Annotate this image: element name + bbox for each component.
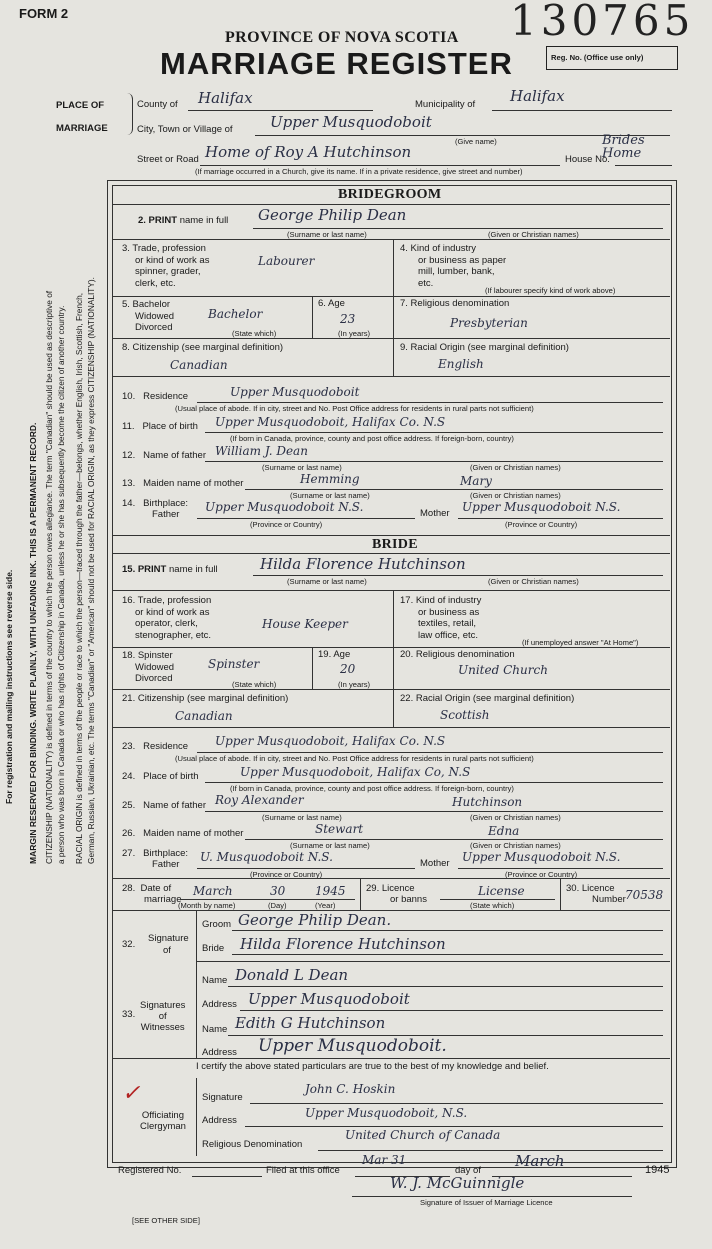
f4-label-4: etc. (418, 277, 434, 289)
groom-surname-caption: (Surname or last name) (287, 230, 367, 239)
filed-day: Mar 31 (362, 1153, 407, 1167)
birthplace-caption: (If born in Canada, province, county and post office address. If foreign-born, country) (230, 434, 514, 443)
street-value: Home of Roy A Hutchinson (205, 143, 412, 161)
groom-birthplace: Upper Musquodoboit, Halifax Co. N.S (215, 415, 446, 429)
residence-caption: (Usual place of abode. If in city, street and No. Post Office address for residents in rural parts not sufficient) (175, 404, 534, 413)
marriage-year: 1945 (315, 884, 346, 898)
bride-residence: Upper Musquodoboit, Halifax Co. N.S (215, 734, 446, 748)
clergy-denomination: United Church of Canada (345, 1128, 501, 1142)
bride-father-given: Roy Alexander (215, 793, 304, 807)
bride-father-surname-caption: (Surname or last name) (262, 813, 342, 822)
bride-mother-given-caption: (Given or Christian names) (470, 841, 561, 850)
day-caption: (Day) (268, 901, 287, 910)
clergy-signature: John C. Hoskin (305, 1082, 396, 1096)
f27-father-label: Father (152, 859, 180, 870)
f22-label: 22. Racial Origin (see marginal definition) (400, 693, 575, 704)
bride-citizenship: Canadian (175, 709, 233, 723)
certify-statement: I certify the above stated particulars are true to the best of my knowledge and belief. (196, 1061, 549, 1072)
f28-num: 28. (122, 883, 136, 894)
father-given-caption: (Given or Christian names) (470, 463, 561, 472)
month-caption: (Month by name) (178, 901, 236, 910)
province-heading: PROVINCE OF NOVA SCOTIA (225, 29, 459, 46)
f3-label-2: or kind of work as (135, 254, 210, 266)
registered-no-label: Registered No. (118, 1165, 182, 1176)
bride-mother-prov-caption: (Province or Country) (505, 870, 578, 879)
f17-caption: (If unemployed answer "At Home") (522, 638, 639, 647)
f28-label-2: marriage (144, 894, 182, 905)
f5-label-3: Divorced (135, 322, 173, 333)
witness2-name: Edith G Hutchinson (235, 1014, 386, 1032)
margin-instructions (0, 0, 120, 1249)
groom-name: George Philip Dean (258, 206, 407, 224)
bride-religion: United Church (458, 663, 548, 677)
groom-citizenship: Canadian (170, 358, 228, 372)
clergy-denomination-label: Religious Denomination (202, 1139, 303, 1150)
f12-num: 12. (122, 450, 136, 461)
bride-surname-caption: (Surname or last name) (287, 577, 367, 586)
see-other-side: [SEE OTHER SIDE] (132, 1216, 200, 1225)
witness1-name: Donald L Dean (235, 966, 349, 984)
f27-num: 27. (122, 848, 136, 859)
municipality-value: Halifax (510, 87, 565, 105)
f21-label: 21. Citizenship (see marginal definition) (122, 693, 289, 704)
f23-label: Residence (143, 741, 189, 752)
bride-mother-birthplace: Upper Musquodoboit N.S. (462, 850, 621, 864)
house-value: Brides Home (602, 133, 645, 161)
bride-residence-caption: (Usual place of abode. If in city, street and No. Post Office address for residents in rural parts not sufficient) (175, 754, 534, 763)
f9-label: 9. Racial Origin (see marginal definition) (400, 342, 569, 353)
form-number: FORM 2 (19, 6, 69, 21)
f11-label: Place of birth (142, 421, 198, 432)
f29-label-1: 29. Licence (366, 883, 415, 894)
f17-label-4: law office, etc. (418, 629, 479, 641)
reg-box-label: Reg. No. (Office use only) (551, 53, 644, 62)
f28-label-1: Date of (140, 883, 172, 894)
f17-label-2: or business as (418, 606, 480, 618)
issuer-caption: Signature of Issuer of Marriage Licence (420, 1198, 553, 1207)
father-surname-caption: (Surname or last name) (262, 463, 342, 472)
f13-label: Maiden name of mother (143, 478, 244, 489)
bride-birthplace: Upper Musquodoboit, Halifax Co, N.S (240, 765, 471, 779)
f27-mother-label: Mother (420, 858, 450, 869)
groom-heading: BRIDEGROOM (338, 187, 442, 202)
margin-line-4: a person who was born in Canada or who has rights of Citizenship in Canada, unless he or she has subsequently become the citizen of another country. (56, 305, 66, 864)
county-label: County of (137, 99, 178, 110)
f24-label: Place of birth (143, 771, 199, 782)
groom-sig-label: Groom (202, 919, 232, 930)
groom-age: 23 (340, 312, 356, 326)
bride-age: 20 (340, 662, 356, 676)
clergy-signature-label: Signature (202, 1092, 243, 1103)
year-caption: (Year) (315, 901, 336, 910)
bride-heading: BRIDE (372, 537, 418, 552)
county-value: Halifax (198, 89, 253, 107)
bride-years-caption: (In years) (338, 680, 371, 689)
groom-origin: English (438, 357, 484, 371)
filed-year: 1945 (645, 1164, 670, 1176)
f19-label: 19. Age (318, 649, 351, 660)
f16-label-2: or kind of work as (135, 606, 210, 618)
bride-sig-label: Bride (202, 943, 225, 954)
margin-line-2: MARGIN RESERVED FOR BINDING. WRITE PLAINLY, WITH UNFADING INK. THIS IS A PERMANENT RECORD. (28, 422, 38, 864)
f4-label-2: or business as paper (418, 254, 507, 266)
f2-name-in-full: name in full (179, 215, 229, 226)
f27-label: Birthplace: (143, 848, 189, 859)
f17-label-1: 17. Kind of industry (400, 595, 482, 606)
w1-name-label: Name (202, 975, 228, 986)
f10-num: 10. (122, 391, 136, 402)
f15-print: 15. PRINT (122, 564, 167, 575)
mother-given-caption: (Given or Christian names) (470, 491, 561, 500)
bride-father-birthplace: U. Musquodoboit N.S. (200, 850, 333, 864)
groom-given-caption: (Given or Christian names) (488, 230, 579, 239)
f4-label-3: mill, lumber, bank, (418, 266, 495, 277)
licence-or-banns: License (478, 884, 525, 898)
margin-line-5: RACIAL ORIGIN is defined in terms of the people or race to which the person—traced through the father—belongs, whether English, Irish, Scottish, French, (74, 292, 84, 864)
mother-surname-caption: (Surname or last name) (290, 491, 370, 500)
bride-mother-surname-caption: (Surname or last name) (290, 841, 370, 850)
groom-state-caption: (State which) (232, 329, 277, 338)
witnesses-label-2: of (158, 1011, 167, 1022)
give-name-caption: (Give name) (455, 137, 497, 146)
f23-num: 23. (122, 741, 136, 752)
f13-num: 13. (122, 478, 136, 489)
bride-signature: Hilda Florence Hutchinson (240, 935, 446, 953)
f30-label-1: 30. Licence (566, 883, 615, 894)
groom-religion: Presbyterian (450, 316, 528, 330)
f15-name-in-full: name in full (169, 564, 218, 575)
f5-label-2: Widowed (135, 310, 175, 322)
f10-label: Residence (143, 391, 189, 402)
bride-father-prov-caption: (Province or Country) (250, 870, 323, 879)
marriage-month: March (193, 884, 233, 898)
red-check-mark: ✓ (122, 1080, 141, 1105)
father-prov-caption: (Province or Country) (250, 520, 323, 529)
place-note: (If marriage occurred in a Church, give its name. If in a private residence, give street and number) (195, 167, 523, 176)
bride-given-caption: (Given or Christian names) (488, 577, 579, 586)
mother-prov-caption: (Province or Country) (505, 520, 578, 529)
house-label: House No. (565, 154, 610, 165)
f7-label: 7. Religious denomination (400, 298, 510, 309)
f3-label-3: spinner, grader, (135, 266, 201, 277)
clergyman-label: Clergyman (140, 1121, 186, 1132)
f26-label: Maiden name of mother (143, 828, 244, 839)
groom-mother-surname: Hemming (300, 472, 360, 486)
filed-month: March (515, 1152, 565, 1170)
f29-label-2: or banns (390, 894, 427, 905)
witnesses-label-1: Signatures (140, 1000, 186, 1011)
margin-line-6: German, Russian, Ukrainian, etc. The terms "Canadian" or "American" should not be used for RACIAL ORIGIN, as they express CITIZENSHIP (NATIONALITY). (86, 277, 96, 864)
licence-state-caption: (State which) (470, 901, 515, 910)
groom-residence: Upper Musquodoboit (230, 385, 360, 399)
f6-label: 6. Age (318, 298, 345, 309)
f3-label-1: 3. Trade, profession (122, 243, 206, 254)
f16-label-1: 16. Trade, profession (122, 595, 212, 606)
place-brace (124, 93, 133, 135)
f8-label: 8. Citizenship (see marginal definition) (122, 342, 284, 353)
f24-num: 24. (122, 771, 136, 782)
bride-name: Hilda Florence Hutchinson (260, 555, 466, 573)
witness1-address: Upper Musquodoboit (248, 990, 410, 1008)
reg-box (546, 46, 678, 70)
f33-num: 33. (122, 1009, 136, 1020)
officiating-label: Officiating (141, 1110, 184, 1121)
bride-father-surname: Hutchinson (452, 795, 523, 809)
bride-mother-given: Edna (488, 824, 520, 838)
f32-num: 32. (122, 939, 136, 950)
clergy-address-label: Address (202, 1115, 237, 1126)
f14-mother-label: Mother (420, 508, 450, 519)
f16-label-4: stenographer, etc. (135, 629, 212, 641)
city-value: Upper Musquodoboit (270, 113, 432, 131)
groom-status: Bachelor (208, 307, 263, 321)
groom-father-birthplace: Upper Musquodoboit N.S. (205, 500, 364, 514)
f2-print: 2. PRINT (138, 215, 178, 226)
registration-number: 130765 (510, 0, 695, 45)
f16-label-3: operator, clerk, (135, 618, 198, 629)
f3-label-4: clerk, etc. (135, 277, 176, 289)
f4-caption: (If labourer specify kind of work above) (485, 286, 616, 295)
f30-label-2: Number (592, 894, 626, 905)
groom-mother-given: Mary (460, 474, 492, 488)
signature-of-label: of (163, 945, 171, 956)
f18-label-1: 18. Spinster (122, 650, 173, 661)
groom-signature: George Philip Dean. (238, 911, 392, 929)
day-of-label: day of (455, 1165, 481, 1176)
licence-number: 70538 (625, 888, 664, 902)
groom-trade: Labourer (258, 254, 315, 268)
bride-trade: House Keeper (262, 617, 348, 631)
f4-label-1: 4. Kind of industry (400, 243, 477, 254)
f14-father-label: Father (152, 509, 180, 520)
f14-num: 14. (122, 498, 136, 509)
municipality-label: Municipality of (415, 99, 476, 110)
f18-label-2: Widowed (135, 661, 175, 673)
f11-num: 11. (122, 421, 135, 432)
bride-origin: Scottish (440, 708, 490, 722)
f14-label: Birthplace: (143, 498, 189, 509)
street-label: Street or Road (137, 154, 199, 165)
f25-num: 25. (122, 800, 136, 811)
bride-mother-surname: Stewart (315, 822, 364, 836)
margin-line-1: For registration and mailing instructions see reverse side. (4, 569, 14, 804)
bride-state-caption: (State which) (232, 680, 277, 689)
bride-birthplace-caption: (If born in Canada, province, county and post office address. If foreign-born, country) (230, 784, 514, 793)
issuer-signature: W. J. McGuinnigle (390, 1174, 525, 1192)
marriage-day: 30 (270, 884, 286, 898)
f25-label: Name of father (143, 800, 206, 811)
signature-label: Signature (148, 933, 189, 944)
w2-address-label: Address (202, 1047, 237, 1058)
bride-father-given-caption: (Given or Christian names) (470, 813, 561, 822)
clergy-address: Upper Musquodoboit, N.S. (305, 1106, 468, 1120)
f26-num: 26. (122, 828, 136, 839)
place-label-2: MARRIAGE (56, 123, 108, 134)
f17-label-3: textiles, retail, (418, 618, 477, 629)
f20-label: 20. Religious denomination (400, 649, 515, 660)
witnesses-label-3: Witnesses (140, 1022, 185, 1033)
groom-father: William J. Dean (215, 444, 308, 458)
groom-years-caption: (In years) (338, 329, 371, 338)
page-title: MARRIAGE REGISTER (160, 46, 513, 81)
bride-status: Spinster (208, 657, 260, 671)
filed-label: Filed at this office (266, 1165, 340, 1176)
w2-name-label: Name (202, 1024, 228, 1035)
f5-label-1: 5. Bachelor (122, 299, 171, 310)
margin-line-3: CITIZENSHIP (NATIONALITY) is defined in terms of the country to which the person owes allegiance. The term "Canadian" should be used as descriptive of (44, 290, 54, 864)
w1-address-label: Address (202, 999, 237, 1010)
f18-label-3: Divorced (135, 673, 173, 684)
groom-mother-birthplace: Upper Musquodoboit N.S. (462, 500, 621, 514)
witness2-address: Upper Musquodoboit. (258, 1036, 447, 1056)
f12-label: Name of father (143, 450, 206, 461)
city-label: City, Town or Village of (137, 124, 233, 135)
place-label-1: PLACE OF (56, 100, 105, 111)
